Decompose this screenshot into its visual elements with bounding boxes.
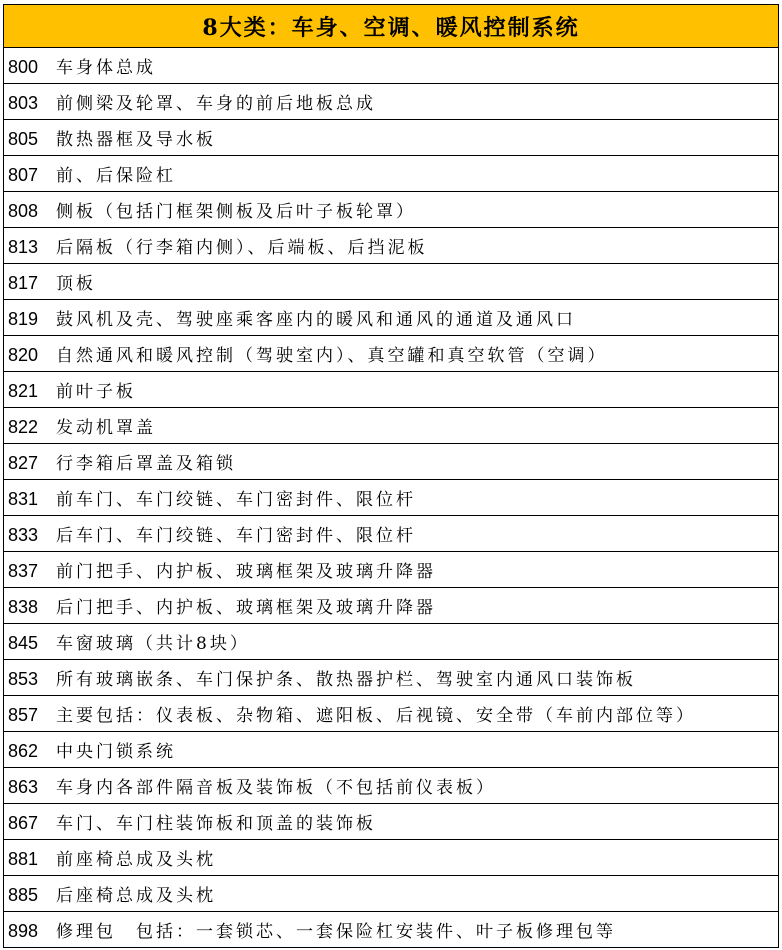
- row-description: 后座椅总成及头枕: [56, 886, 216, 906]
- table-row: [4, 228, 779, 264]
- row-cell: [4, 300, 779, 336]
- table-row: [4, 804, 779, 840]
- row-code: 813: [8, 237, 39, 257]
- row-code: 838: [8, 597, 39, 617]
- table-row: [4, 372, 779, 408]
- row-description: 中央门锁系统: [56, 742, 176, 762]
- table-title: 8大类：车身、空调、暖风控制系统: [202, 14, 580, 41]
- row-description: 车身内各部件隔音板及装饰板（不包括前仪表板）: [56, 778, 496, 798]
- row-cell: [4, 516, 779, 552]
- row-code: 820: [8, 345, 39, 365]
- row-description: 后车门、车门绞链、车门密封件、限位杆: [56, 526, 416, 546]
- row-description: 自然通风和暖风控制（驾驶室内）、真空罐和真空软管（空调）: [56, 346, 608, 366]
- table-row: [4, 480, 779, 516]
- row-cell: [4, 624, 779, 660]
- row-cell: [4, 588, 779, 624]
- table-row: [4, 840, 779, 876]
- row-description: 行李箱后罩盖及箱锁: [56, 454, 236, 474]
- table-row: [4, 732, 779, 768]
- row-code: 803: [8, 93, 39, 113]
- row-description: 散热器框及导水板: [56, 130, 216, 150]
- row-description: 所有玻璃嵌条、车门保护条、散热器护栏、驾驶室内通风口装饰板: [56, 670, 636, 690]
- row-description: 前叶子板: [56, 382, 136, 402]
- row-code: 827: [8, 453, 39, 473]
- table-body: [4, 5, 779, 948]
- row-code: 833: [8, 525, 39, 545]
- row-description: 前侧梁及轮罩、车身的前后地板总成: [56, 94, 376, 114]
- row-cell: [4, 696, 779, 732]
- row-cell: [4, 768, 779, 804]
- table-row: [4, 696, 779, 732]
- row-cell: [4, 912, 779, 948]
- table-row: [4, 912, 779, 948]
- table-row: [4, 552, 779, 588]
- table-row: [4, 48, 779, 84]
- row-code: 807: [8, 165, 39, 185]
- row-cell: [4, 156, 779, 192]
- row-cell: [4, 552, 779, 588]
- row-code: 881: [8, 849, 39, 869]
- row-cell: [4, 408, 779, 444]
- table-row: [4, 624, 779, 660]
- table-row: [4, 264, 779, 300]
- row-description: 鼓风机及壳、驾驶座乘客座内的暖风和通风的通道及通风口: [56, 310, 576, 330]
- table-row: [4, 408, 779, 444]
- table-row: [4, 156, 779, 192]
- row-description: 顶板: [56, 274, 96, 294]
- row-cell: [4, 120, 779, 156]
- row-cell: [4, 372, 779, 408]
- row-code: 808: [8, 201, 39, 221]
- table-row: [4, 336, 779, 372]
- table-row: [4, 300, 779, 336]
- parts-category-table: [3, 4, 779, 948]
- row-code: 863: [8, 777, 39, 797]
- row-cell: [4, 336, 779, 372]
- table-row: [4, 768, 779, 804]
- row-code: 885: [8, 885, 39, 905]
- row-cell: [4, 444, 779, 480]
- header-row: [4, 5, 779, 48]
- row-code: 845: [8, 633, 39, 653]
- row-description: 前门把手、内护板、玻璃框架及玻璃升降器: [56, 562, 436, 582]
- table-row: [4, 516, 779, 552]
- row-description: 主要包括：仪表板、杂物箱、遮阳板、后视镜、安全带（车前内部位等）: [56, 706, 696, 726]
- row-cell: [4, 840, 779, 876]
- row-code: 817: [8, 273, 39, 293]
- row-description: 车身体总成: [56, 58, 156, 78]
- row-cell: [4, 480, 779, 516]
- row-description: 修理包 包括：一套锁芯、一套保险杠安装件、叶子板修理包等: [56, 922, 616, 942]
- row-code: 837: [8, 561, 39, 581]
- row-cell: [4, 732, 779, 768]
- row-description: 车窗玻璃（共计8块）: [56, 634, 250, 654]
- row-description: 车门、车门柱装饰板和顶盖的装饰板: [56, 814, 376, 834]
- table-row: [4, 588, 779, 624]
- row-cell: [4, 264, 779, 300]
- row-code: 857: [8, 705, 39, 725]
- row-description: 后隔板（行李箱内侧）、后端板、后挡泥板: [56, 238, 428, 258]
- row-cell: [4, 48, 779, 84]
- row-cell: [4, 228, 779, 264]
- row-cell: [4, 192, 779, 228]
- row-code: 822: [8, 417, 39, 437]
- table-row: [4, 120, 779, 156]
- row-cell: [4, 876, 779, 912]
- row-description: 前座椅总成及头枕: [56, 850, 216, 870]
- row-code: 898: [8, 921, 39, 941]
- table-row: [4, 660, 779, 696]
- table-row: [4, 192, 779, 228]
- row-code: 800: [8, 57, 39, 77]
- row-code: 805: [8, 129, 39, 149]
- row-code: 853: [8, 669, 39, 689]
- row-description: 发动机罩盖: [56, 418, 156, 438]
- row-code: 867: [8, 813, 39, 833]
- row-cell: [4, 660, 779, 696]
- row-code: 819: [8, 309, 39, 329]
- row-code: 821: [8, 381, 39, 401]
- row-description: 前车门、车门绞链、车门密封件、限位杆: [56, 490, 416, 510]
- row-description: 侧板（包括门框架侧板及后叶子板轮罩）: [56, 202, 416, 222]
- table-row: [4, 84, 779, 120]
- row-description: 后门把手、内护板、玻璃框架及玻璃升降器: [56, 598, 436, 618]
- table-row: [4, 444, 779, 480]
- row-cell: [4, 804, 779, 840]
- row-description: 前、后保险杠: [56, 166, 176, 186]
- table-row: [4, 876, 779, 912]
- title-cell: [4, 5, 779, 48]
- row-cell: [4, 84, 779, 120]
- row-code: 831: [8, 489, 39, 509]
- row-code: 862: [8, 741, 39, 761]
